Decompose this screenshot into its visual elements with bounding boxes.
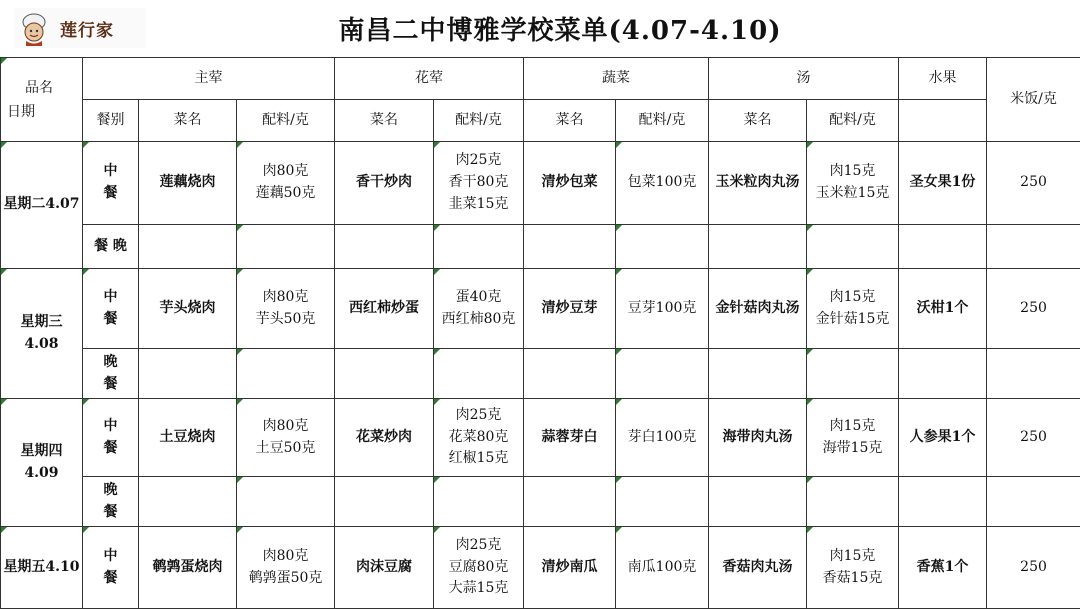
meal-type-header: 餐别 <box>83 100 139 142</box>
veg-dish: 清炒南瓜 <box>524 527 616 609</box>
group-flower-meat: 花荤 <box>335 58 524 100</box>
group-soup: 汤 <box>709 58 899 100</box>
table-row <box>1 269 1080 349</box>
rice: 250 <box>987 269 1080 349</box>
day-cell: 星期三 4.08 <box>1 269 83 399</box>
fruit: 香蕉1个 <box>899 527 987 609</box>
soup-ingredients: 肉15克 玉米粒15克 <box>807 142 899 225</box>
main-ingredients-header: 配料/克 <box>237 100 335 142</box>
table-row <box>1 527 1080 609</box>
soup-dish-header: 菜名 <box>709 100 807 142</box>
lunch-label: 中 餐 <box>83 399 139 477</box>
flower-dish: 西红柿炒蛋 <box>335 269 434 349</box>
flower-dish: 肉沫豆腐 <box>335 527 434 609</box>
fruit: 圣女果1份 <box>899 142 987 225</box>
flower-dish: 香干炒肉 <box>335 142 434 225</box>
soup-ingredients: 肉15克 金针菇15克 <box>807 269 899 349</box>
soup-dish: 海带肉丸汤 <box>709 399 807 477</box>
group-vegetable: 蔬菜 <box>524 58 709 100</box>
main-dish: 芋头烧肉 <box>139 269 237 349</box>
soup-ingredients: 肉15克 香菇15克 <box>807 527 899 609</box>
soup-dish: 香菇肉丸汤 <box>709 527 807 609</box>
table-subheader-row <box>1 100 1080 142</box>
table-row <box>1 349 1080 399</box>
flower-dish: 花菜炒肉 <box>335 399 434 477</box>
group-fruit: 水果 <box>899 58 987 100</box>
riqi-label: 日期 <box>7 104 35 120</box>
veg-dish: 蒜蓉芽白 <box>524 399 616 477</box>
dinner-label: 晚 餐 <box>83 349 139 399</box>
fruit: 人参果1个 <box>899 399 987 477</box>
fruit: 沃柑1个 <box>899 269 987 349</box>
logo-text: 莲行家 <box>60 20 114 41</box>
dinner-label: 晚 餐 <box>83 477 139 527</box>
flower-ingredients: 肉25克 香干80克 韭菜15克 <box>434 142 524 225</box>
flower-ingredients: 肉25克 豆腐80克 大蒜15克 <box>434 527 524 609</box>
veg-dish: 清炒包菜 <box>524 142 616 225</box>
soup-dish: 金针菇肉丸汤 <box>709 269 807 349</box>
veg-ingredients: 包菜100克 <box>616 142 709 225</box>
day-cell: 星期二4.07 <box>1 142 83 269</box>
lunch-label: 中 餐 <box>83 527 139 609</box>
table-row <box>1 142 1080 225</box>
veg-ingredients: 豆芽100克 <box>616 269 709 349</box>
main-dish: 土豆烧肉 <box>139 399 237 477</box>
lunch-label: 中 餐 <box>83 142 139 225</box>
group-rice: 米饭/克 <box>987 58 1080 142</box>
main-ingredients: 肉80克 莲藕50克 <box>237 142 335 225</box>
veg-dish-header: 菜名 <box>524 100 616 142</box>
day-cell: 星期五4.10 <box>1 527 83 609</box>
pinming-label: 品名 <box>25 80 53 96</box>
main-ingredients: 肉80克 土豆50克 <box>237 399 335 477</box>
veg-ingredients: 芽白100克 <box>616 399 709 477</box>
page-title: 南昌二中博雅学校菜单(4.07-4.10) <box>338 16 782 46</box>
veg-dish: 清炒豆芽 <box>524 269 616 349</box>
fruit-empty-header <box>899 100 987 142</box>
main-ingredients: 肉80克 鹌鹑蛋50克 <box>237 527 335 609</box>
corner-header <box>1 58 83 142</box>
chef-logo-icon <box>14 8 54 48</box>
rice: 250 <box>987 527 1080 609</box>
table-row <box>1 225 1080 269</box>
soup-dish: 玉米粒肉丸汤 <box>709 142 807 225</box>
brand-logo <box>14 8 146 48</box>
day-cell: 星期四 4.09 <box>1 399 83 527</box>
table-header-row <box>1 58 1080 100</box>
main-dish: 鹌鹑蛋烧肉 <box>139 527 237 609</box>
menu-table <box>0 57 1080 609</box>
flower-ingredients-header: 配料/克 <box>434 100 524 142</box>
flower-ingredients: 肉25克 花菜80克 红椒15克 <box>434 399 524 477</box>
table-row <box>1 477 1080 527</box>
rice: 250 <box>987 142 1080 225</box>
dinner-label: 餐 晚 <box>83 225 139 269</box>
rice: 250 <box>987 399 1080 477</box>
veg-ingredients: 南瓜100克 <box>616 527 709 609</box>
main-dish: 莲藕烧肉 <box>139 142 237 225</box>
main-ingredients: 肉80克 芋头50克 <box>237 269 335 349</box>
veg-ingredients-header: 配料/克 <box>616 100 709 142</box>
lunch-label: 中 餐 <box>83 269 139 349</box>
table-row <box>1 399 1080 477</box>
flower-ingredients: 蛋40克 西红柿80克 <box>434 269 524 349</box>
group-main-meat: 主荤 <box>83 58 335 100</box>
soup-ingredients-header: 配料/克 <box>807 100 899 142</box>
soup-ingredients: 肉15克 海带15克 <box>807 399 899 477</box>
main-dish-header: 菜名 <box>139 100 237 142</box>
flower-dish-header: 菜名 <box>335 100 434 142</box>
page-header <box>0 0 1080 57</box>
